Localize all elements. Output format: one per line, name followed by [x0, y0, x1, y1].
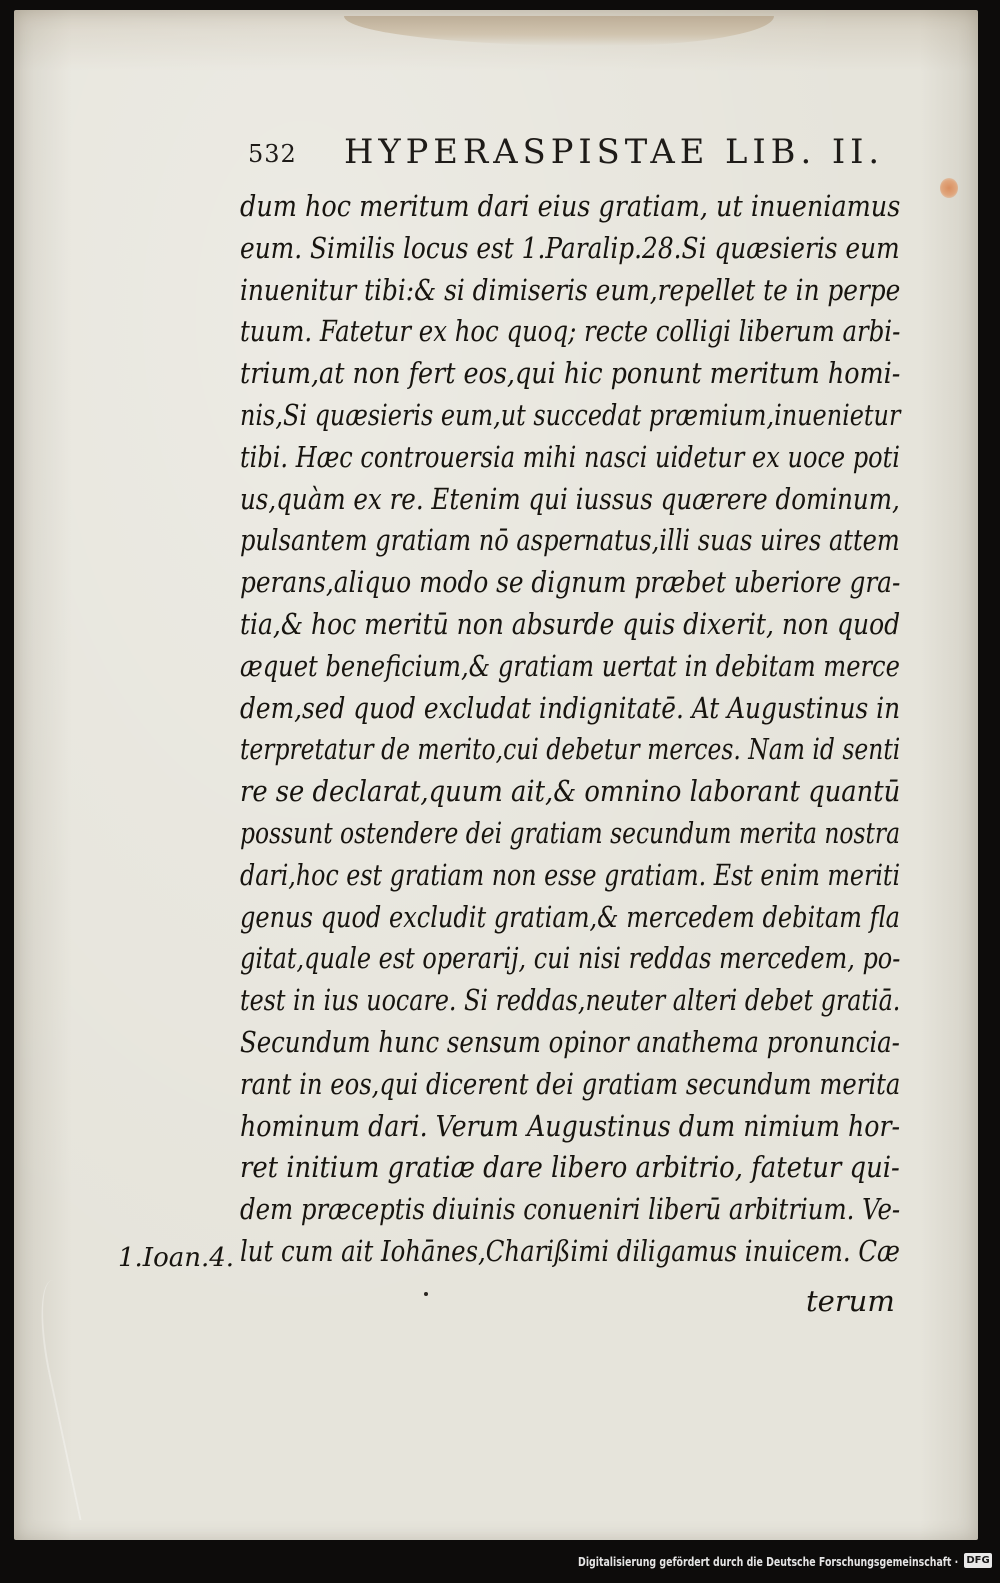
ink-stain — [940, 178, 958, 198]
printer-mark — [424, 1292, 428, 1296]
text-line: hominum dari. Verum Augustinus dum nimium hor- — [240, 1108, 901, 1143]
text-line: rant in eos,qui dicerent dei gratiam secundum merita — [240, 1066, 901, 1101]
text-line: gitat,quale est operarij, cui nisi reddas mercedem, po- — [240, 941, 901, 976]
dfg-logo: DFG — [964, 1553, 992, 1568]
text-line: us,quàm ex re. Etenim qui iussus quærere dominum, — [240, 481, 900, 516]
text-line: dem præceptis diuinis conueniri liberū arbitrium. Ve- — [240, 1192, 901, 1227]
text-line: dari,hoc est gratiam non esse gratiam. Est enim meriti — [240, 857, 901, 892]
body-text — [240, 186, 920, 1273]
text-line: nis,Si quæsieris eum,ut succedat præmium,inuenietur — [240, 397, 901, 432]
text-line: lut cum ait Iohānes,Charißimi diligamus inuicem. Cæ — [240, 1233, 900, 1268]
text-line: test in ius uocare. Si reddas,neuter alteri debet gratiā. — [240, 983, 901, 1018]
page-number: 532 — [248, 140, 297, 168]
paper-crease — [28, 1280, 141, 1520]
text-line: genus quod excludit gratiam,& mercedem debitam fla — [240, 899, 900, 934]
text-line: terpretatur de merito,cui debetur merces. Nam id senti — [240, 732, 901, 767]
text-line: re se declarat,quum ait,& omnino laborant quantū — [240, 774, 901, 809]
text-line: tuum. Fatetur ex hoc quoq; recte colligi liberum arbi- — [240, 314, 901, 349]
text-line: æquet beneficium,& gratiam uertat in debitam merce — [240, 648, 900, 683]
text-line: inuenitur tibi:& si dimiseris eum,repellet te in perpe — [240, 272, 901, 307]
text-line: trium,at non fert eos,qui hic ponunt meritum homi- — [240, 356, 901, 391]
margin-note: 1.Ioan.4. — [118, 1243, 235, 1273]
text-line: tibi. Hæc controuersia mihi nasci uidetur ex uoce poti — [240, 439, 900, 474]
text-line: ret initium gratiæ dare libero arbitrio, fatetur qui- — [240, 1150, 900, 1185]
torn-top-edge — [344, 16, 774, 46]
page-header — [248, 132, 888, 176]
text-line: Secundum hunc sensum opinor anathema pronuncia- — [240, 1024, 900, 1059]
text-line: possunt ostendere dei gratiam secundum merita nostra — [240, 815, 901, 850]
text-line: perans,aliquo modo se dignum præbet uberiore gra- — [240, 565, 901, 600]
digitization-credit: Digitalisierung gefördert durch die Deutsche Forschungsgemeinschaft · — [577, 1555, 958, 1569]
text-line: dem,sed quod excludat indignitatē. At Augustinus in — [240, 690, 901, 725]
text-line: dum hoc meritum dari eius gratiam, ut inueniamus — [240, 189, 901, 223]
running-title: HYPERASPISTAE LIB. II. — [344, 132, 885, 172]
text-line: eum. Similis locus est 1.Paralip.28.Si quæsieris eum — [240, 230, 900, 265]
text-line: pulsantem gratiam nō aspernatus,illi suas uires attem — [240, 523, 900, 558]
text-line: tia,& hoc meritū non absurde quis dixerit, non quod — [240, 606, 901, 641]
catchword: terum — [806, 1284, 895, 1318]
